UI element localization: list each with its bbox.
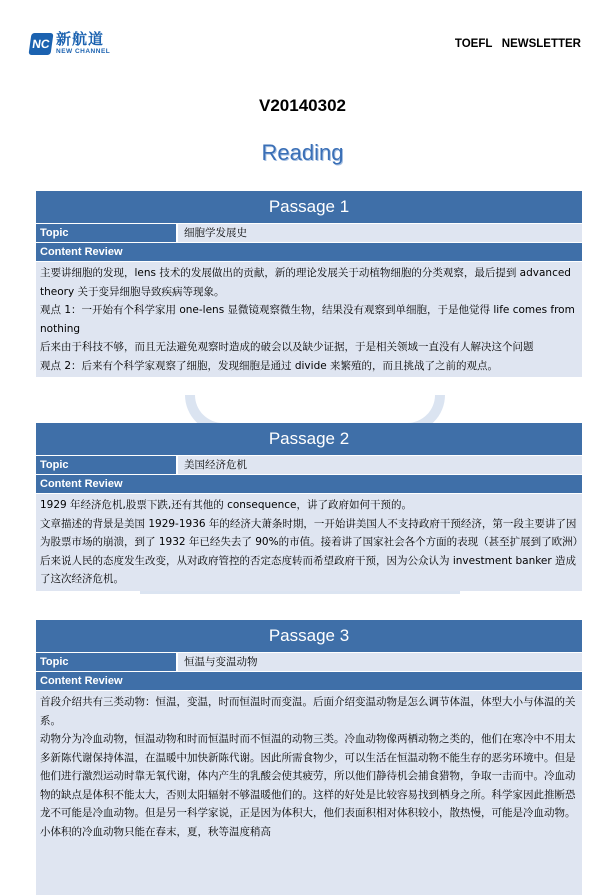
passage-title: Passage 1 — [36, 191, 582, 223]
content-review-body — [36, 691, 582, 895]
review-paragraph: 首段介绍共有三类动物：恒温，变温，时而恒温时而变温。后面介绍变温动物是怎么调节体温，体型大小与体温的关系。 — [40, 696, 576, 727]
topic-value: 恒温与变温动物 — [178, 653, 582, 671]
newsletter-header: TOEFL NEWSLETTER — [454, 38, 581, 50]
section-title: Reading — [261, 140, 344, 165]
review-paragraph: 观点 1：一开始有个科学家用 one-lens 显微镜观察微生物，结果没有观察到单细胞，于是他觉得 life comes from nothing — [40, 304, 575, 335]
logo-chinese-name: 新航道 — [56, 30, 105, 48]
review-paragraph: 文章描述的背景是美国 1929-1936 年的经济大萧条时期，一开始讲美国人不支持政府干预经济，第一段主要讲了因为股票市场的崩溃，到了 1932 年已经失去了 90%的市值。接着讲了国家社会各个方面的表现（甚至扩展到了欧洲）后来说人民的态度发生改变，从对政府管控的否定态度转而希望政府干预，因为公众认为 investment banker 造成了这次经济危机。 — [40, 517, 578, 585]
review-paragraph: 后来由于科技不够，而且无法避免观察时造成的破会以及缺少证据，于是相关领域一直没有人解决这个问题 — [40, 341, 534, 353]
review-paragraph: 主要讲细胞的发现，lens 技术的发展做出的贡献，新的理论发展关于动植物细胞的分类观察，最后提到 advanced theory 关于变异细胞导致疾病等现象。 — [40, 267, 571, 298]
content-review-label: Content Review — [36, 475, 582, 493]
content-review-label: Content Review — [36, 672, 582, 690]
review-paragraph: 观点 2：后来有个科学家观察了细胞，发现细胞是通过 divide 来繁殖的，而且挑战了之前的观点。 — [40, 359, 499, 372]
review-paragraph: 1929 年经济危机,股票下跌,还有其他的 consequence，讲了政府如何干预的。 — [40, 499, 413, 511]
topic-label: Topic — [36, 456, 176, 474]
content-review-label: Content Review — [36, 243, 582, 261]
topic-label: Topic — [36, 653, 176, 671]
review-paragraph: 动物分为冷血动物，恒温动物和时而恒温时而不恒温的动物三类。冷血动物像两栖动物之类的，他们在寒冷中不用太多新陈代谢保持体温，在温暖中加快新陈代谢。因此所需食物少，可以生活在恒温动物不能生存的恶劣环境中。但是他们进行激烈运动时靠无氧代谢，体内产生的乳酸会使其疲劳，所以他们静待机会捕食猎物，争取一击而中。冷血动物的缺点是体积不能太大，否则太阳辐射不够温暖他们的。这样的好处是比较容易找到栖身之所。科学家因此推断恐龙不可能是冷血动物。但是另一科学家说，正是因为体积大，他们表面积相对体积较小，散热慢，可能是冷血动物。小体积的冷血动物只能在春末，夏，秋等温度稍高 — [40, 733, 576, 838]
passage-title: Passage 2 — [36, 423, 582, 455]
passage-2 — [36, 423, 582, 591]
document-title: V20140302 — [259, 96, 346, 115]
logo-mark: NC — [28, 33, 53, 55]
content-review-body — [36, 494, 582, 591]
passage-3 — [36, 620, 582, 895]
content-review-body — [36, 262, 582, 377]
brand-logo — [30, 32, 110, 56]
topic-label: Topic — [36, 224, 176, 242]
logo-english-name: NEW CHANNEL — [56, 48, 111, 55]
topic-value: 细胞学发展史 — [178, 224, 582, 242]
passage-1 — [36, 191, 582, 377]
topic-value: 美国经济危机 — [178, 456, 582, 474]
passage-title: Passage 3 — [36, 620, 582, 652]
